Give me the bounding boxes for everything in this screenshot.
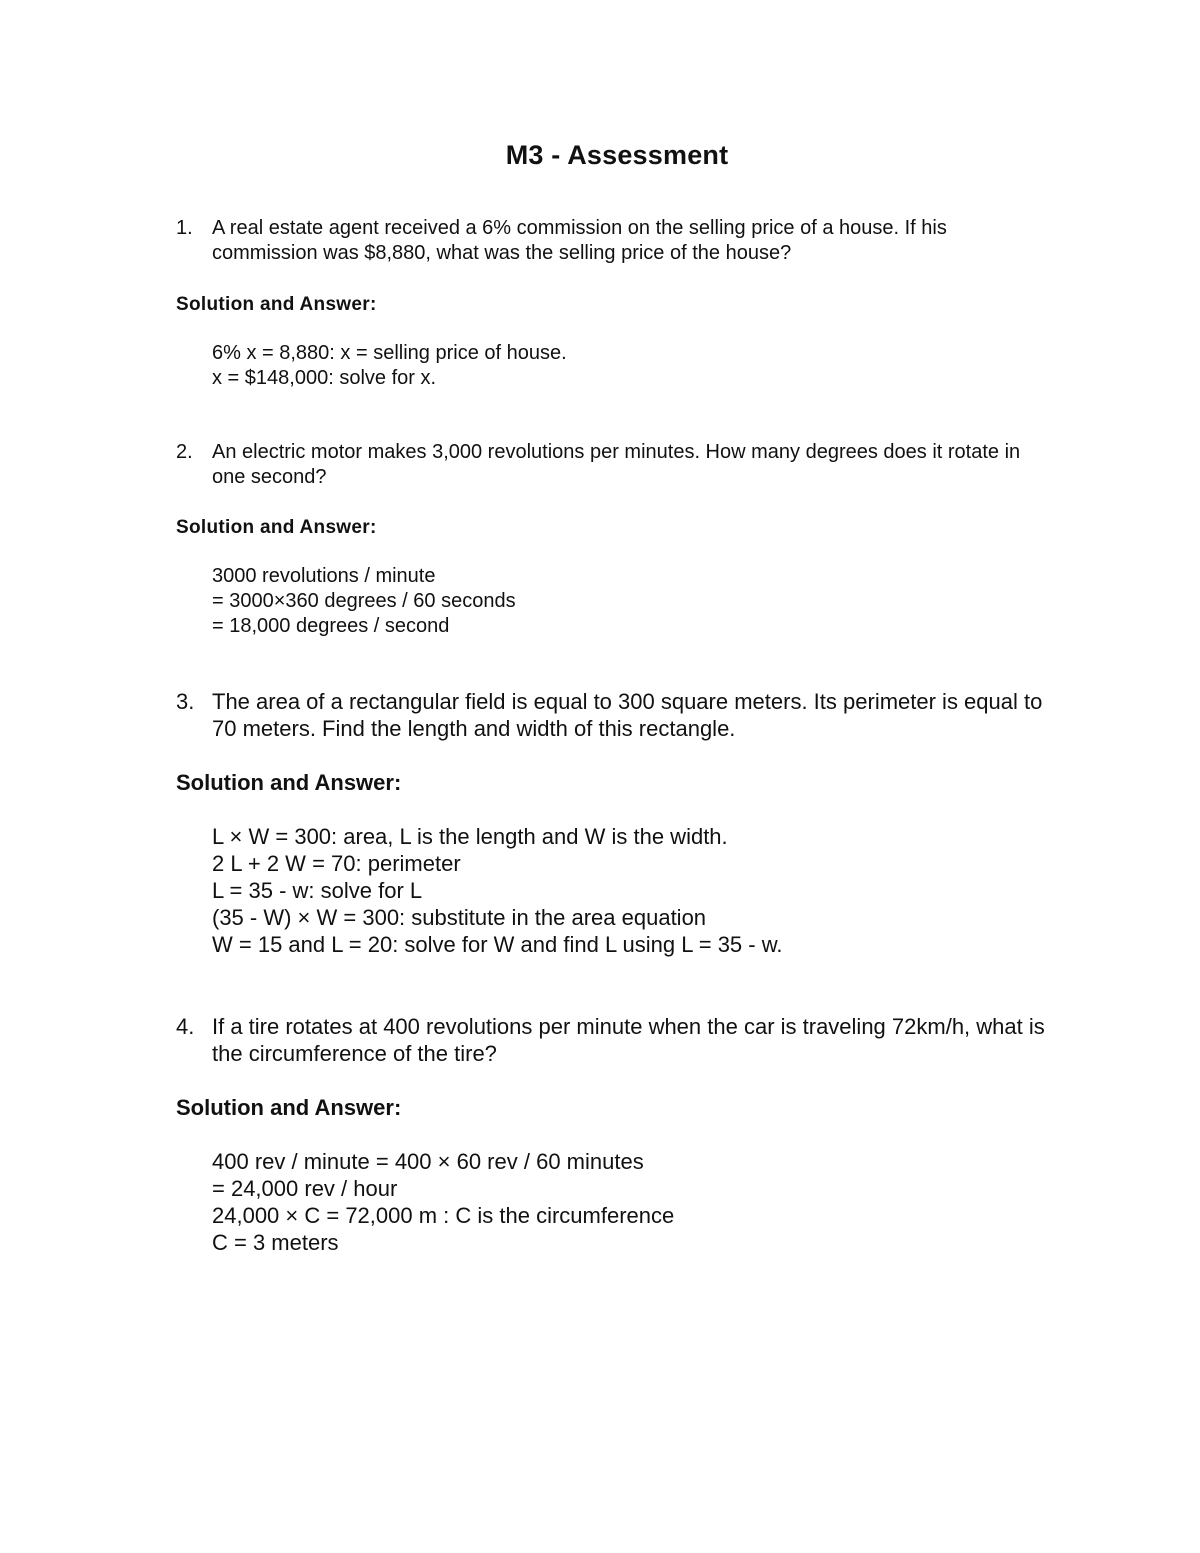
question-2-number: 2.	[176, 441, 193, 463]
question-1-solution-heading: Solution and Answer:	[176, 294, 377, 315]
solution-line: (35 - W) × W = 300: substitute in the area equation	[212, 905, 707, 930]
solution-line: x = $148,000: solve for x.	[212, 367, 437, 389]
question-4-number: 4.	[176, 1014, 195, 1039]
question-4-solution-heading: Solution and Answer:	[176, 1095, 402, 1120]
question-3-text: The area of a rectangular field is equal to 300 square meters. Its perimeter is equal to 70 meters. Find the length and width of this rectangle.	[212, 689, 1043, 741]
solution-line: W = 15 and L = 20: solve for W and find L using L = 35 - w.	[212, 932, 783, 957]
question-4-text: If a tire rotates at 400 revolutions per minute when the car is traveling 72km/h, what is the circumference of the tire?	[212, 1014, 1045, 1066]
question-2-solution	[212, 564, 516, 639]
question-4	[176, 1013, 1056, 1067]
question-1-solution	[212, 341, 567, 391]
question-3-solution	[212, 823, 783, 958]
question-3-number: 3.	[176, 689, 195, 714]
solution-line: = 18,000 degrees / second	[212, 615, 450, 637]
solution-line: 6% x = 8,880: x = selling price of house.	[212, 342, 567, 364]
solution-line: L = 35 - w: solve for L	[212, 878, 423, 903]
solution-line: 3000 revolutions / minute	[212, 565, 436, 587]
question-3	[176, 688, 1056, 742]
solution-line: L × W = 300: area, L is the length and W is the width.	[212, 824, 728, 849]
solution-line: 24,000 × C = 72,000 m : C is the circumference	[212, 1203, 675, 1228]
solution-line: 400 rev / minute = 400 × 60 rev / 60 minutes	[212, 1149, 644, 1174]
question-1-number: 1.	[176, 217, 193, 239]
solution-line: = 3000×360 degrees / 60 seconds	[212, 590, 516, 612]
solution-line: = 24,000 rev / hour	[212, 1176, 398, 1201]
question-1	[176, 216, 1036, 266]
question-3-solution-heading: Solution and Answer:	[176, 770, 402, 795]
solution-line: 2 L + 2 W = 70: perimeter	[212, 851, 461, 876]
question-2-solution-heading: Solution and Answer:	[176, 517, 377, 538]
question-1-text: A real estate agent received a 6% commission on the selling price of a house. If his commission was $8,880, what was the selling price of the house?	[212, 217, 947, 264]
question-2	[176, 440, 1036, 490]
page-title: M3 - Assessment	[505, 140, 729, 170]
question-2-text: An electric motor makes 3,000 revolutions per minutes. How many degrees does it rotate in one second?	[212, 441, 1021, 488]
question-4-solution	[212, 1148, 674, 1256]
solution-line: C = 3 meters	[212, 1230, 339, 1255]
